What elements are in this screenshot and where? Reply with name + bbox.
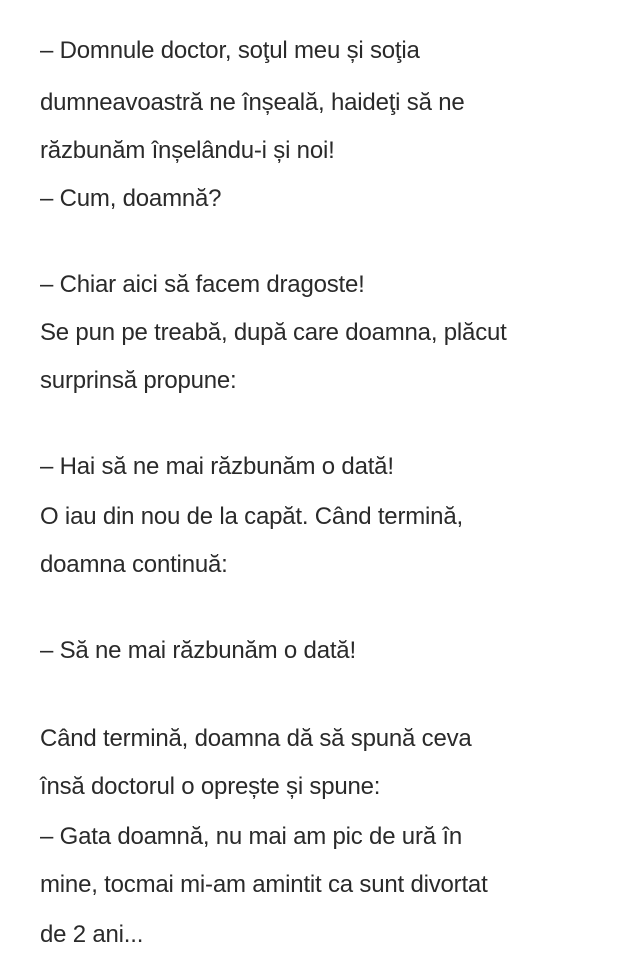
- text-line: – Să ne mai răzbunăm o dată!: [40, 637, 356, 664]
- text-line: surprinsă propune:: [40, 367, 237, 394]
- text-line: O iau din nou de la capăt. Când termină,: [40, 503, 463, 530]
- text-line: însă doctorul o oprește și spune:: [40, 773, 381, 800]
- text-line: doamna continuă:: [40, 551, 228, 578]
- text-line: – Domnule doctor, soţul meu și soţia: [40, 37, 420, 64]
- text-line: – Gata doamnă, nu mai am pic de ură în: [40, 823, 462, 850]
- text-line: răzbunăm înșelându-i și noi!: [40, 137, 335, 164]
- text-line: de 2 ani...: [40, 921, 144, 948]
- text-line: mine, tocmai mi-am amintit ca sunt divortat: [40, 871, 488, 898]
- text-line: Când termină, doamna dă să spună ceva: [40, 725, 472, 752]
- text-line: Se pun pe treabă, după care doamna, plăcut: [40, 319, 507, 346]
- text-line: dumneavoastră ne înșeală, haideţi să ne: [40, 89, 465, 116]
- text-line: – Hai să ne mai răzbunăm o dată!: [40, 453, 394, 480]
- text-line: – Chiar aici să facem dragoste!: [40, 271, 365, 298]
- text-line: – Cum, doamnă?: [40, 185, 222, 212]
